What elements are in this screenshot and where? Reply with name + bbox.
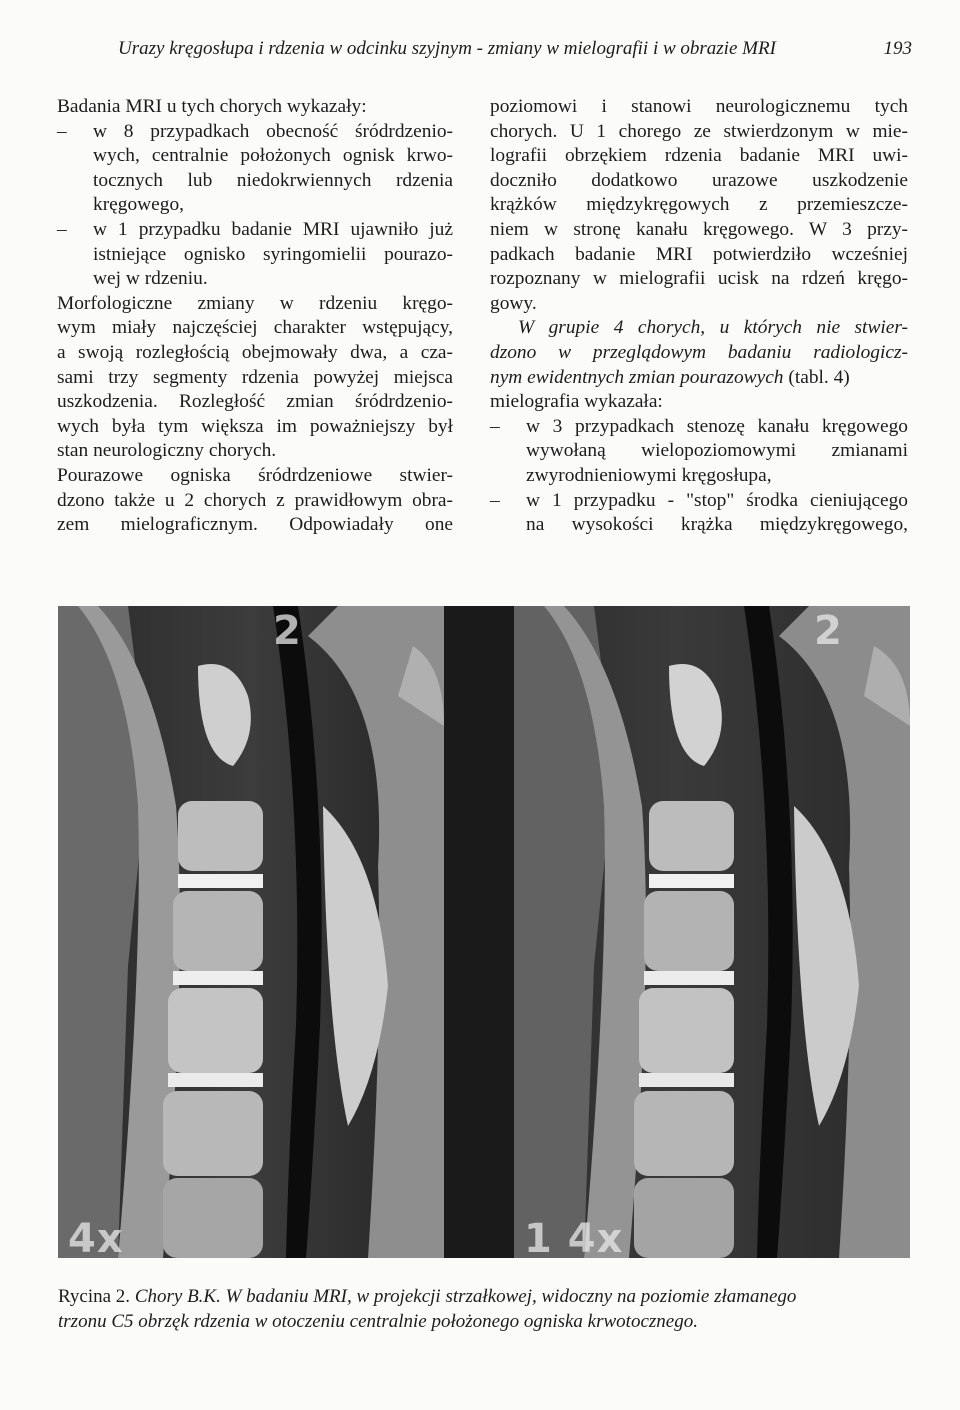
text-line: chorych. U 1 chorego ze stwierdzonym w mie- [490,120,908,142]
image-label-bottom: 1 4x [524,1216,624,1258]
running-title: Urazy kręgosłupa i rdzenia w odcinku szyjnym - zmiany w mielografii i w obrazie MRI [118,38,776,59]
text-line: tocznych lub niedokrwiennych rdzenia [93,169,453,191]
text-line: lografii obrzękiem rdzenia badanie MRI uwi- [490,145,908,167]
text-line: krążków międzykręgowych z przemieszcze- [490,194,908,216]
text-line: zem mielograficznym. Odpowiadały one [57,514,453,536]
text-line: poziomowi i stanowi neurologicznemu tych [490,96,908,117]
italic-span: nym ewidentnych zmian pourazowych [490,366,784,388]
text-line: mielografia wykazała: [490,391,663,413]
text-line: stan neurologiczny chorych. [57,440,277,462]
text-line: wej w rdzeniu. [93,268,208,290]
text-line [490,366,908,391]
mri-figure [58,606,910,1258]
image-label-bottom: 4x [68,1216,124,1258]
text-line: sami trzy segmenty rdzenia powyżej miejsca [57,366,453,388]
text-line: wym miały najczęściej charakter wstępujący, [57,317,453,339]
text-line: wych, centralnie położonych ognisk krwo- [93,145,453,167]
text-line: a swoją rozległością obejmowały dwa, a cza- [57,341,453,363]
text-line: dzono w przeglądowym badaniu radiologicz- [490,341,908,363]
text-line: wych była tym większa im poważniejszy był [57,415,453,437]
text-line: niem w stronę kanału kręgowego. W 3 przy- [490,218,908,240]
text-line: istniejące ognisko syringomielii pourazo- [93,243,453,265]
table-ref: (tabl. 4) [788,366,850,388]
text-line: padkach badanie MRI potwierdziło wcześniej [490,243,908,265]
text-line: zwyrodnieniowymi kręgosłupa, [526,464,772,486]
mri-image-right [444,606,910,1258]
figure-caption [58,1284,910,1334]
text-line: rozpoznany w mielografii ucisk na rdzeń kręgo- [490,268,908,290]
mri-panel-right [444,606,910,1258]
caption-text: Chory B.K. W badaniu MRI, w projekcji strzałkowej, widoczny na poziomie złamanego [134,1286,797,1307]
page-header [0,38,960,68]
text-line: Badania MRI u tych chorych wykazały: [57,96,367,117]
right-column [490,95,908,538]
text-line: W grupie 4 chorych, u których nie stwier- [518,317,908,339]
list-item: – w 1 przypadku - "stop" środka cieniującego [490,489,908,514]
text-line: Pourazowe ogniska śródrdzeniowe stwier- [57,464,453,486]
mri-panel-left [58,606,444,1258]
text-line: doczniło dodatkowo urazowe uszkodzenie [490,169,908,191]
text-line: kręgowego, [93,194,184,216]
page-number: 193 [883,38,912,59]
mri-image-left [58,606,444,1258]
list-item: – w 1 przypadku badanie MRI ujawniło już [57,218,453,243]
list-item: – w 8 przypadkach obecność śródrdzenio- [57,120,453,145]
text-line: na wysokości krążka międzykręgowego, [526,514,908,536]
text-line: dzono także u 2 chorych z prawidłowym obra- [57,489,453,511]
left-column [57,95,453,538]
caption-label: Rycina 2. [58,1286,131,1307]
text-line: uszkodzenia. Rozległość zmian śródrdzenio- [57,391,453,413]
caption-line [58,1284,910,1309]
caption-line: trzonu C5 obrzęk rdzenia w otoczeniu centralnie położonego ogniska krwotocznego. [58,1311,698,1332]
text-line: gowy. [490,292,537,314]
text-line: Morfologiczne zmiany w rdzeniu kręgo- [57,292,453,314]
text-line: wywołaną wielopoziomowymi zmianami [526,440,908,462]
image-label-top: 2 [273,608,302,654]
image-label-top: 2 [814,608,843,654]
list-item: – w 3 przypadkach stenozę kanału kręgowego [490,415,908,440]
